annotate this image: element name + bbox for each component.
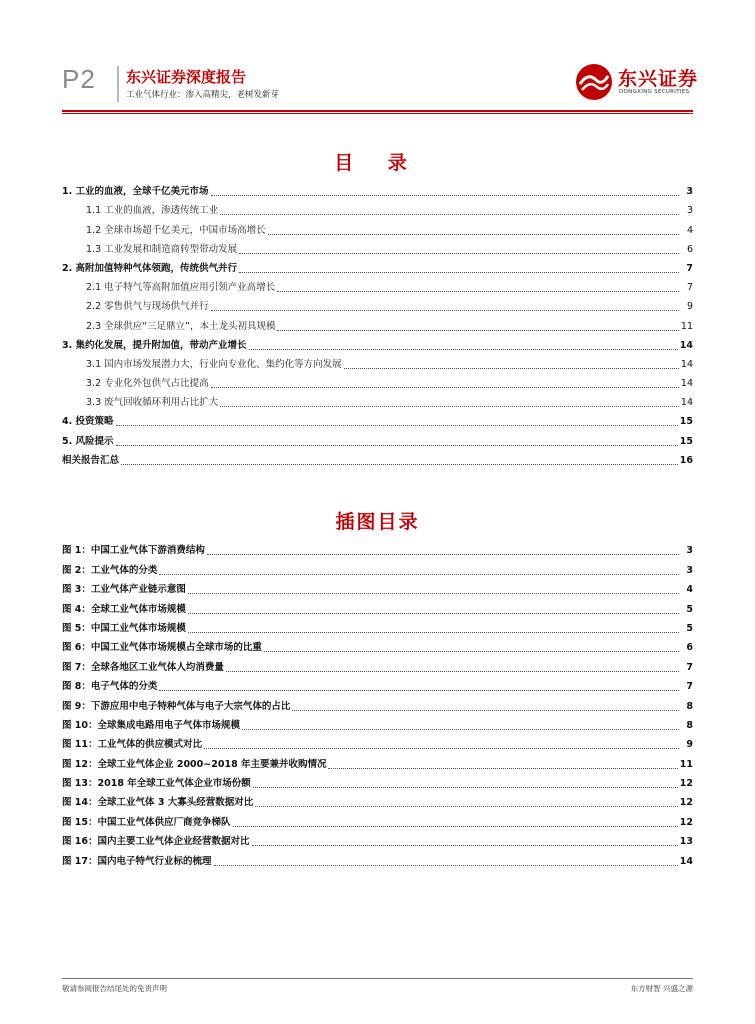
leader-dots — [121, 463, 678, 465]
leader-dots — [207, 553, 679, 555]
footer-disclaimer: 敬请参阅报告结尾处的免责声明 — [62, 984, 167, 993]
figure-entry-page: 5 — [686, 622, 693, 634]
figure-entry[interactable] — [62, 675, 693, 694]
toc-title: 目 录 — [334, 152, 421, 174]
figure-entry-page: 9 — [686, 739, 693, 751]
toc-entry[interactable] — [62, 238, 693, 257]
toc-entry[interactable] — [62, 449, 693, 468]
leader-dots — [233, 825, 678, 827]
figure-entry-label: 图 10：全球集成电路用电子气体市场规模 — [62, 719, 241, 731]
leader-dots — [204, 747, 679, 749]
figure-entry-page: 11 — [679, 758, 693, 770]
toc-entry-label: 1.1 工业的血液，渗透传统工业 — [86, 205, 219, 217]
figure-entry-label: 图 8：电子气体的分类 — [62, 681, 158, 693]
leader-dots — [220, 213, 679, 215]
toc-entry[interactable] — [62, 429, 693, 448]
page-header — [0, 0, 755, 120]
toc-entry-label: 3.1 国内市场发展潜力大，行业向专业化、集约化等方向发展 — [86, 358, 342, 370]
leader-dots — [344, 367, 679, 369]
header-rule — [62, 110, 693, 112]
leader-dots — [159, 689, 679, 691]
toc-entry-page: 7 — [686, 282, 693, 294]
leader-dots — [220, 405, 679, 407]
figure-entry[interactable] — [62, 714, 693, 733]
logo-english-name: DONGXING SECURITIES — [619, 89, 690, 95]
header-rule-thin — [62, 113, 693, 114]
figure-entry-label: 图 9：下游应用中电子特种气体与电子大宗气体的占比 — [62, 700, 291, 712]
table-of-contents — [62, 180, 693, 468]
leader-dots — [253, 786, 678, 788]
figure-entry-page: 13 — [679, 836, 693, 848]
toc-entry-page: 15 — [679, 435, 693, 447]
leader-dots — [242, 728, 679, 730]
toc-entry[interactable] — [62, 199, 693, 218]
toc-entry-label: 2. 高附加值特种气体领跑，传统供气并行 — [62, 262, 238, 274]
leader-dots — [249, 348, 678, 350]
leader-dots — [268, 233, 679, 235]
figure-entry-page: 14 — [679, 855, 693, 867]
toc-entry[interactable] — [62, 410, 693, 429]
figure-entry-page: 7 — [686, 681, 693, 693]
leader-dots — [159, 573, 679, 575]
figure-entry[interactable] — [62, 733, 693, 752]
figure-entry-label: 图 3：工业气体产业链示意图 — [62, 584, 186, 596]
leader-dots — [277, 329, 678, 331]
figure-entry-label: 图 7：全球各地区工业气体人均消费量 — [62, 661, 224, 673]
toc-entry[interactable] — [62, 257, 693, 276]
leader-dots — [211, 194, 679, 196]
toc-entry-label: 5. 风险提示 — [62, 435, 114, 447]
company-logo — [574, 62, 698, 102]
figure-entry-page: 3 — [686, 564, 693, 576]
figure-entry-label: 图 16：国内主要工业气体企业经营数据对比 — [62, 836, 250, 848]
toc-entry[interactable] — [62, 180, 693, 199]
toc-entry-label: 4. 投资策略 — [62, 416, 114, 428]
toc-entry-label: 2.2 零售供气与现场供气并行 — [86, 301, 209, 313]
toc-entry-page: 11 — [680, 320, 693, 332]
toc-entry-page: 3 — [686, 186, 693, 198]
toc-entry-label: 1.3 工业发展和制造商转型带动发展 — [86, 243, 238, 255]
leader-dots — [292, 709, 679, 711]
leader-dots — [328, 767, 677, 769]
figure-entry-label: 图 2：工业气体的分类 — [62, 564, 158, 576]
figure-entry-page: 12 — [679, 816, 693, 828]
leader-dots — [277, 290, 679, 292]
toc-entry-page: 7 — [686, 262, 693, 274]
leader-dots — [226, 670, 679, 672]
footer-slogan: 东方财智 兴盛之源 — [630, 984, 693, 993]
toc-entry-label: 3. 集约化发展，提升附加值，带动产业增长 — [62, 339, 247, 351]
leader-dots — [239, 271, 679, 273]
figure-entry[interactable] — [62, 791, 693, 810]
figure-entry[interactable] — [62, 810, 693, 829]
figure-entry-page: 6 — [686, 642, 693, 654]
toc-entry-label: 2.3 全球供应“三足鼎立”，本土龙头初具规模 — [86, 320, 276, 332]
logo-chinese-name: 东兴证券 — [618, 68, 699, 90]
leader-dots — [116, 444, 678, 446]
header-divider — [117, 66, 119, 102]
toc-entry-label: 3.3 废气回收循环利用占比扩大 — [86, 397, 219, 409]
figure-entry-label: 图 6：中国工业气体市场规模占全球市场的比重 — [62, 642, 262, 654]
toc-entry-label: 3.2 专业化外包供气占比提高 — [86, 378, 209, 390]
leader-dots — [116, 424, 678, 426]
leader-dots — [211, 309, 679, 311]
figure-entry-page: 5 — [686, 603, 693, 615]
toc-entry-label: 相关报告汇总 — [62, 454, 120, 466]
leader-dots — [188, 592, 679, 594]
leader-dots — [211, 386, 679, 388]
figure-entry-label: 图 12：全球工业气体企业 2000~2018 年主要兼并收购情况 — [62, 758, 327, 770]
figure-entry-label: 图 17：国内电子特气行业标的梳理 — [62, 855, 212, 867]
toc-entry-label: 2.1 电子特气等高附加值应用引领产业高增长 — [86, 282, 276, 294]
figure-entry[interactable] — [62, 558, 693, 577]
figure-entry-label: 图 15：中国工业气体供应厂商竞争梯队 — [62, 816, 231, 828]
figure-entry[interactable] — [62, 830, 693, 849]
toc-entry[interactable] — [62, 334, 693, 353]
figure-entry[interactable] — [62, 539, 693, 558]
figure-entry[interactable] — [62, 694, 693, 713]
report-title: 东兴证券深度报告 — [126, 68, 247, 86]
toc-entry-page: 14 — [680, 378, 693, 390]
figure-entry-page: 3 — [686, 545, 693, 557]
toc-entry-page: 15 — [679, 416, 693, 428]
figure-entry-page: 12 — [679, 797, 693, 809]
logo-mark-icon — [574, 62, 614, 102]
figure-entry-label: 图 1：中国工业气体下游消费结构 — [62, 545, 205, 557]
leader-dots — [264, 650, 679, 652]
report-subtitle: 工业气体行业：渗入高精尖，老树发新芽 — [126, 90, 280, 100]
figure-entry[interactable] — [62, 752, 693, 771]
toc-entry-page: 14 — [680, 358, 693, 370]
toc-entry[interactable] — [62, 218, 693, 237]
figure-entry-label: 图 13：2018 年全球工业气体企业市场份额 — [62, 778, 251, 790]
toc-entry-label: 1.2 全球市场超千亿美元，中国市场高增长 — [86, 224, 266, 236]
leader-dots — [239, 252, 679, 254]
toc-entry-page: 9 — [686, 301, 693, 313]
figure-entry[interactable] — [62, 636, 693, 655]
toc-entry[interactable] — [62, 314, 693, 333]
footer-rule — [62, 978, 693, 979]
leader-dots — [252, 844, 678, 846]
figure-entry[interactable] — [62, 655, 693, 674]
figure-entry-page: 4 — [686, 584, 693, 596]
figure-entry-label: 图 14：全球工业气体 3 大寡头经营数据对比 — [62, 797, 254, 809]
toc-entry[interactable] — [62, 353, 693, 372]
figure-entry[interactable] — [62, 578, 693, 597]
toc-entry-label: 1. 工业的血液，全球千亿美元市场 — [62, 186, 209, 198]
toc-entry-page: 14 — [680, 397, 693, 409]
toc-entry-page: 3 — [686, 205, 693, 217]
toc-entry-page: 14 — [679, 339, 693, 351]
figure-entry-page: 7 — [686, 661, 693, 673]
toc-entry-page: 6 — [686, 243, 693, 255]
figure-entry-page: 12 — [679, 778, 693, 790]
toc-entry-page: 4 — [686, 224, 693, 236]
leader-dots — [255, 805, 678, 807]
toc-entry[interactable] — [62, 372, 693, 391]
figure-entry[interactable] — [62, 772, 693, 791]
leader-dots — [188, 631, 679, 633]
toc-entry-page: 16 — [679, 454, 693, 466]
toc-entry[interactable] — [62, 391, 693, 410]
figure-entry[interactable] — [62, 849, 693, 868]
figure-entry-page: 8 — [686, 719, 693, 731]
toc-entry[interactable] — [62, 295, 693, 314]
figure-entry[interactable] — [62, 617, 693, 636]
figure-entry[interactable] — [62, 597, 693, 616]
toc-entry[interactable] — [62, 276, 693, 295]
figure-entry-label: 图 4：全球工业气体市场规模 — [62, 603, 186, 615]
page-number: P2 — [62, 64, 96, 94]
figure-entry-label: 图 11：工业气体的供应模式对比 — [62, 739, 203, 751]
leader-dots — [188, 612, 679, 614]
figure-entry-label: 图 5：中国工业气体市场规模 — [62, 622, 186, 634]
leader-dots — [214, 864, 678, 866]
figure-list-title: 插图目录 — [335, 511, 420, 533]
figure-entry-page: 8 — [686, 700, 693, 712]
figure-list — [62, 539, 693, 869]
